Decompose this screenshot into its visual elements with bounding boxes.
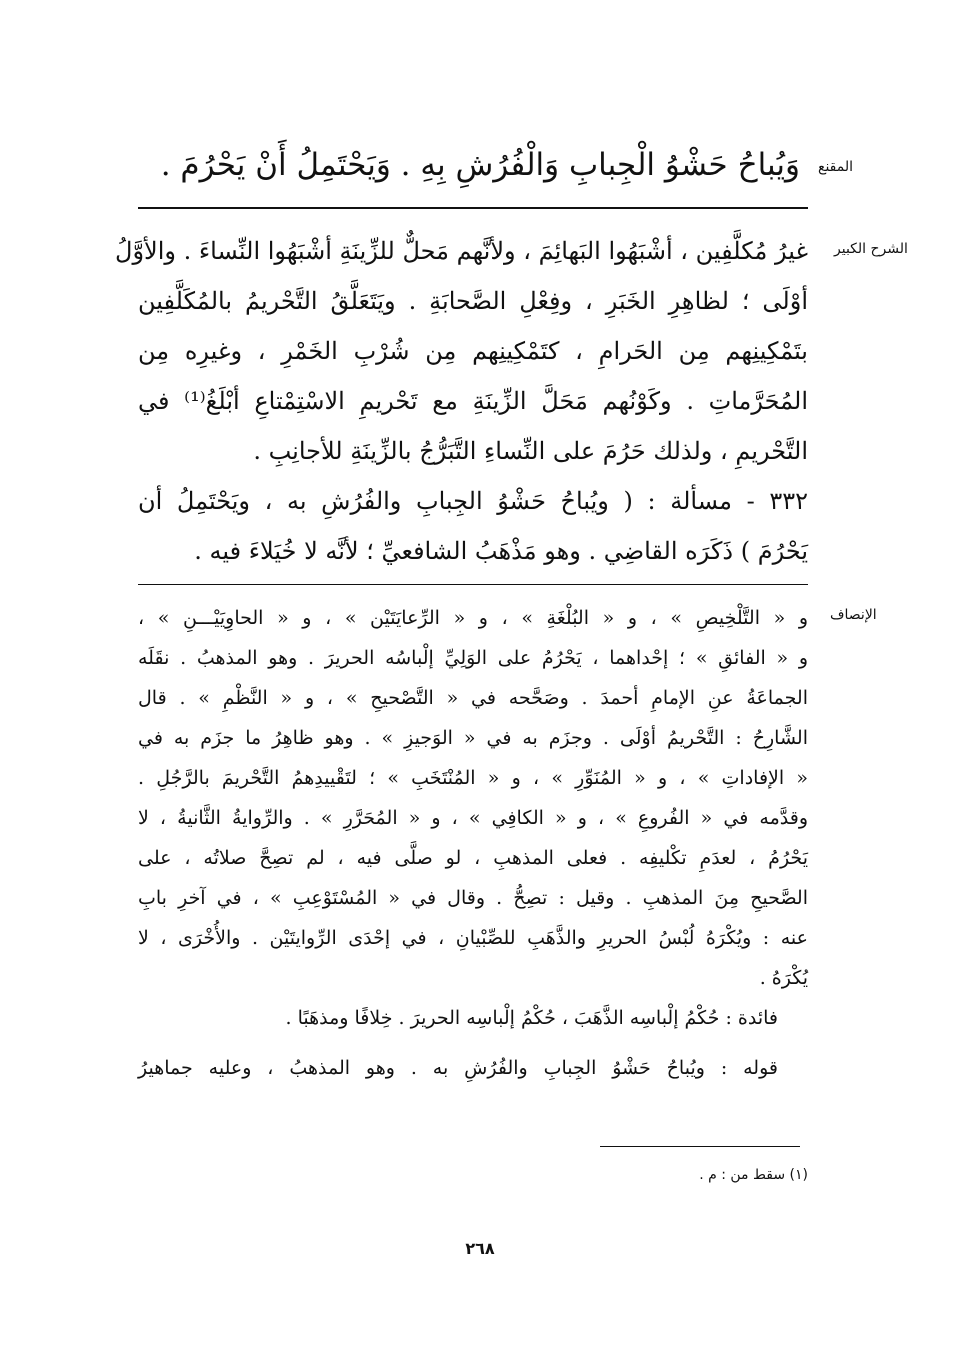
sharh-line: غيرُ مُكلَّفِين ، أشْبَهُوا البَهائِمَ ، ولأنَّهم مَحلٌّ للزِّينَةِ أشْبَهُوا النِّساءَ . والأوَّلُ	[115, 237, 808, 265]
sharh-line: المُحَرَّماتِ . وكَوْنُهم مَحَلَّ الزِّينَةِ مع تَحْريمِ الاسْتِمْتاعِ أبْلَغُ⁽¹⁾ في	[138, 387, 809, 415]
footnote: (١) سقط من : م .	[699, 1167, 808, 1183]
rule-after-muqni	[138, 207, 808, 209]
insaf-line: وقدَّمه في « الفُروعِ » ، و « الكافِي » ، و « المُحَرَّرِ » . والرِّوايةُ الثَّانيةُ ، لا	[138, 807, 808, 829]
sharh-line: يَحْرُمَ ) ذَكَرَه القاضِي . وهو مَذْهَبُ الشافعيِّ ؛ لأنَّه لا خُيَلاءَ فيه .	[194, 537, 808, 565]
label-insaf: الإنصاف	[830, 607, 877, 623]
page-number: ٢٦٨	[465, 1239, 495, 1258]
insaf-line: قوله : ويُباحُ حَشْوُ الجِبابِ والفُرُشِ به . وهو المذهبُ ، وعليه جماهيرُ	[138, 1057, 778, 1079]
insaf-line: الصَّحيحِ مِنَ المذهبِ . وقيل : تصِحُّ . وقال في « المُسْتَوْعِبِ » ، في آخرِ بابِ	[138, 887, 808, 909]
rule-footnote	[600, 1146, 800, 1147]
muqni-text	[160, 140, 800, 190]
sharh-line-masala: ٣٣٢ - مسألة : ( ويُباحُ حَشْوُ الجِبابِ والفُرُشِ به ، ويَحْتَمِلُ أن	[138, 487, 808, 515]
insaf-line-faida: فائدة : حُكْمُ إلْباسِه الذَّهَبَ ، حُكْمُ إلْباسِه الحريرَ . خِلافًا ومذهَبًا .	[285, 1007, 778, 1029]
muqni-line: وَيُباحُ حَشْوُ الْجِبابِ وَالْفُرُشِ بِهِ . وَيَحْتَمِلُ أَنْ يَحْرُمَ .	[160, 147, 800, 183]
label-muqni: المقنع	[818, 159, 854, 175]
label-sharh-kabir: الشرح الكبير	[834, 241, 908, 257]
insaf-line: و « الفائقِ » ؛ إحْداهما ، يَحْرُمُ على الوَلِيِّ إلْباسُه الحريرَ . وهو المذهبُ . نقَلَه	[138, 647, 808, 669]
sharh-line: أوْلَى ؛ لظاهِرِ الخَبَرِ ، وفِعْلِ الصَّحابَةِ . ويَتَعَلَّقُ التَّحْريمُ بالمُكَلَّفِين	[138, 287, 808, 315]
insaf-line: يَحْرُمُ ، لعدَمِ تكْليفِه . فعلى المذهبِ ، لو صلَّى فيه ، لم تصِحَّ صلاتُه ، على	[138, 847, 808, 869]
insaf-text	[138, 598, 808, 1128]
sharh-line: بتَمْكِينِهم مِن الحَرامِ ، كتَمْكِينِهم مِن شُرْبِ الخَمْرِ ، وغيرِه مِن	[138, 337, 808, 365]
insaf-line: يُكْرَهُ .	[759, 967, 808, 989]
insaf-line: « الإفاداتِ » ، و « المُنَوِّرِ » ، و « المُنْتَخَبِ » ؛ لتَقْييدِهمُ التَّحْريمَ بالرَّجُلِ .	[138, 767, 808, 789]
insaf-line: الجماعَةُ عنِ الإمامِ أحمدَ . وصَحَّحه في « التَّصْحيحِ » ، و « النَّظْمِ » . قال	[138, 687, 808, 709]
sharh-text	[115, 226, 809, 576]
insaf-line: الشَّارِحُ : التَّحْريمُ أوْلَى . وجزَم به في « الوَجيزِ » . وهو ظاهِرُ ما جزَم به في	[138, 727, 808, 749]
rule-after-sharh	[138, 584, 808, 585]
sharh-line: التَّحْريمِ ، ولذلك حَرُمَ على النِّساءِ التَّبَرُّجُ بالزِّينَةِ للأجانِبِ .	[253, 437, 808, 465]
insaf-line: و « التَّلْخِيصِ » ، و « البُلْغَةِ » ، و « الرِّعايَتَيْن » ، و « الحاوِيَيْـــنِ » ،	[138, 607, 808, 629]
insaf-line: عنه : ويُكْرَهُ لُبْسُ الحريرِ والذَّهَبِ للصِّبْيانِ ، في إحْدَى الرِّوايتَيْن . والأُخْرَى ، لا	[138, 927, 808, 949]
